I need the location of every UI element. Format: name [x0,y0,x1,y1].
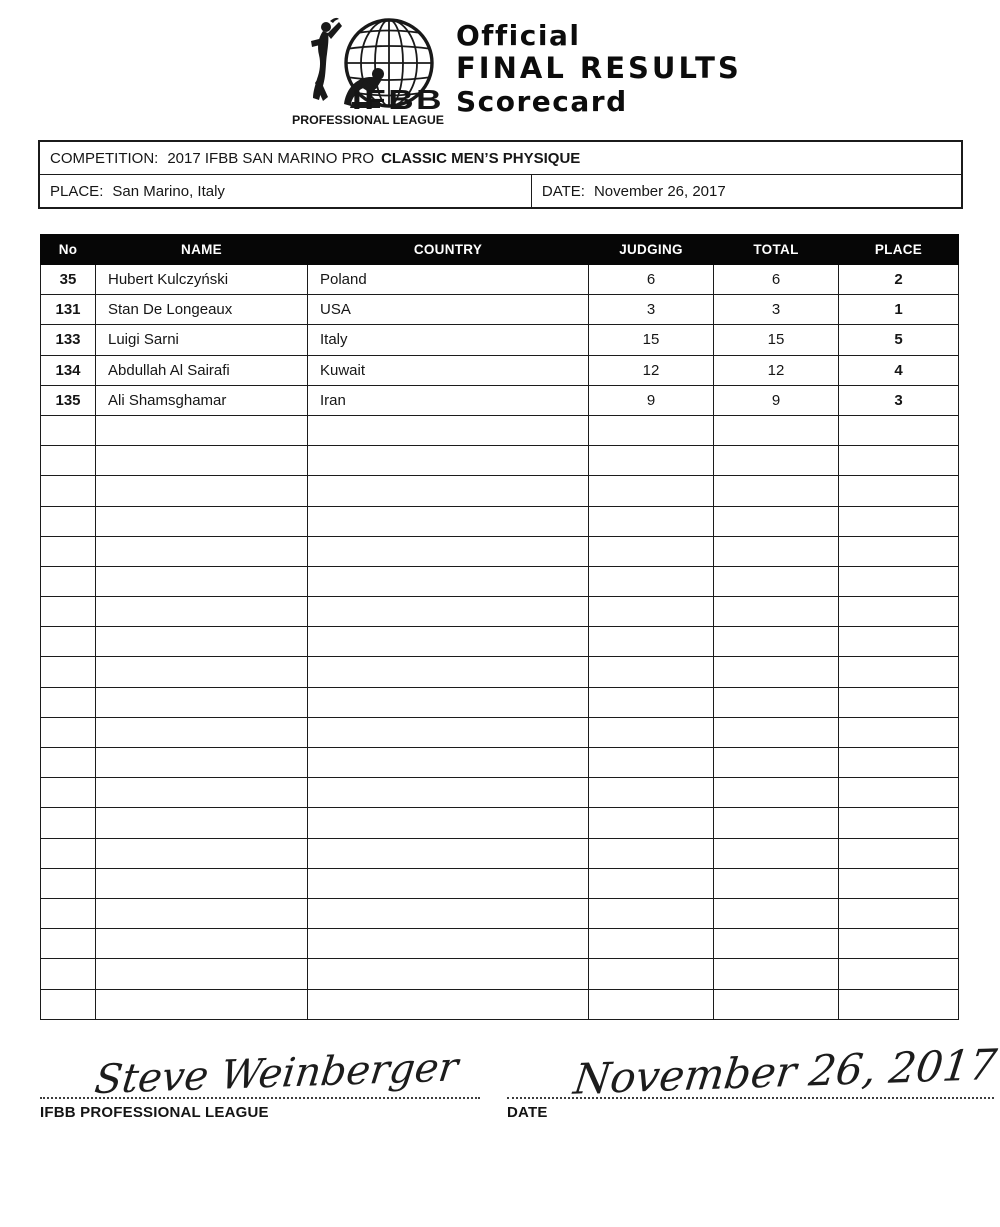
empty-cell [41,959,96,989]
empty-table-row [41,989,959,1019]
empty-cell [96,959,308,989]
col-header-judging: JUDGING [589,235,714,265]
empty-table-row [41,778,959,808]
title-line-final-results: FINAL RESULTS [456,51,742,85]
cell-place: 3 [839,385,959,415]
table-row [41,355,959,385]
empty-cell [96,868,308,898]
empty-cell [308,868,589,898]
empty-cell [308,838,589,868]
empty-cell [308,506,589,536]
date-label: DATE: [541,182,585,200]
empty-cell [96,717,308,747]
empty-cell [839,687,959,717]
empty-cell [308,898,589,928]
empty-cell [839,506,959,536]
empty-table-row [41,838,959,868]
empty-table-row [41,597,959,627]
empty-cell [589,898,714,928]
ifbb-logo-graphic [290,14,446,126]
empty-table-row [41,476,959,506]
table-header-row [41,235,959,265]
empty-cell [589,748,714,778]
empty-cell [96,627,308,657]
col-header-name: NAME [96,235,308,265]
empty-cell [41,778,96,808]
col-header-place: PLACE [839,235,959,265]
empty-cell [589,506,714,536]
empty-cell [308,748,589,778]
signature-handwriting: Steve Weinberger [92,1043,461,1103]
empty-cell [714,868,839,898]
empty-table-row [41,898,959,928]
empty-cell [41,748,96,778]
empty-cell [308,687,589,717]
empty-cell [96,657,308,687]
signature-area [40,1039,1000,1121]
empty-table-row [41,929,959,959]
empty-cell [589,838,714,868]
empty-cell [839,627,959,657]
table-row [41,325,959,355]
cell-judging: 12 [589,355,714,385]
empty-cell [41,446,96,476]
empty-cell [839,566,959,596]
empty-cell [839,898,959,928]
table-row [41,295,959,325]
empty-cell [839,838,959,868]
empty-cell [41,566,96,596]
empty-cell [714,506,839,536]
empty-cell [96,748,308,778]
empty-cell [96,536,308,566]
empty-cell [839,446,959,476]
empty-table-row [41,717,959,747]
empty-cell [41,808,96,838]
empty-cell [589,778,714,808]
empty-cell [714,657,839,687]
cell-name: Hubert Kulczyński [96,265,308,295]
empty-cell [308,476,589,506]
empty-cell [839,929,959,959]
place-date-row [40,175,961,207]
empty-cell [41,868,96,898]
empty-cell [308,929,589,959]
date-value: November 26, 2017 [593,182,726,200]
cell-place: 2 [839,265,959,295]
empty-cell [308,627,589,657]
col-header-total: TOTAL [714,235,839,265]
empty-cell [308,597,589,627]
cell-place: 1 [839,295,959,325]
cell-judging: 3 [589,295,714,325]
empty-cell [589,687,714,717]
empty-cell [589,868,714,898]
title-line-official: Official [456,19,581,52]
logo-league-text: PROFESSIONAL LEAGUE [292,115,445,126]
cell-no: 131 [41,295,96,325]
cell-no: 134 [41,355,96,385]
empty-table-row [41,748,959,778]
cell-country: USA [308,295,589,325]
empty-cell [41,989,96,1019]
empty-table-row [41,627,959,657]
empty-cell [714,808,839,838]
cell-total: 9 [714,385,839,415]
cell-country: Kuwait [308,355,589,385]
cell-no: 35 [41,265,96,295]
empty-cell [96,929,308,959]
empty-table-row [41,657,959,687]
empty-table-row [41,446,959,476]
empty-cell [839,748,959,778]
signature-org-label: IFBB PROFESSIONAL LEAGUE [40,1103,269,1121]
cell-judging: 6 [589,265,714,295]
empty-cell [96,597,308,627]
cell-country: Italy [308,325,589,355]
empty-cell [714,778,839,808]
empty-table-row [41,566,959,596]
empty-cell [839,476,959,506]
masthead [0,0,1000,128]
empty-cell [839,989,959,1019]
competition-label: COMPETITION: [50,149,159,167]
empty-cell [41,506,96,536]
cell-name: Ali Shamsghamar [96,385,308,415]
empty-cell [839,808,959,838]
empty-cell [589,536,714,566]
empty-cell [714,597,839,627]
empty-cell [589,476,714,506]
empty-cell [839,597,959,627]
col-header-no: No [41,235,96,265]
empty-cell [41,898,96,928]
empty-table-row [41,506,959,536]
cell-country: Poland [308,265,589,295]
cell-place: 4 [839,355,959,385]
empty-cell [41,657,96,687]
empty-cell [714,536,839,566]
cell-country: Iran [308,385,589,415]
empty-cell [714,748,839,778]
empty-cell [839,868,959,898]
empty-cell [308,566,589,596]
empty-cell [714,687,839,717]
empty-table-row [41,808,959,838]
date-signature-block [507,1039,1000,1121]
cell-judging: 9 [589,385,714,415]
cell-name: Stan De Longeaux [96,295,308,325]
empty-cell [96,415,308,445]
empty-cell [308,717,589,747]
table-row [41,385,959,415]
empty-cell [589,989,714,1019]
empty-cell [589,959,714,989]
ifbb-logo [290,14,446,126]
col-header-country: COUNTRY [308,235,589,265]
empty-cell [589,415,714,445]
cell-total: 6 [714,265,839,295]
empty-table-row [41,868,959,898]
competition-row [40,142,961,175]
competition-name: 2017 IFBB SAN MARINO PRO [167,149,375,167]
empty-cell [839,717,959,747]
empty-cell [589,627,714,657]
empty-cell [96,838,308,868]
empty-cell [41,536,96,566]
empty-cell [96,808,308,838]
empty-cell [714,566,839,596]
place-value: San Marino, Italy [112,182,225,200]
logo-ifbb-text: IFBB [352,84,444,115]
empty-cell [41,717,96,747]
empty-cell [589,929,714,959]
report-title [456,14,742,118]
cell-no: 135 [41,385,96,415]
empty-cell [589,566,714,596]
title-line-scorecard: Scorecard [456,85,628,118]
cell-no: 133 [41,325,96,355]
empty-cell [308,536,589,566]
empty-cell [714,989,839,1019]
empty-cell [41,687,96,717]
empty-table-row [41,959,959,989]
empty-cell [589,657,714,687]
table-row [41,265,959,295]
cell-total: 15 [714,325,839,355]
empty-cell [589,808,714,838]
date-line-label: DATE [507,1103,548,1121]
cell-judging: 15 [589,325,714,355]
empty-cell [714,898,839,928]
empty-cell [41,597,96,627]
empty-cell [41,415,96,445]
results-table [40,234,959,1020]
empty-cell [308,808,589,838]
competition-info-box [38,140,963,209]
empty-cell [714,627,839,657]
empty-cell [714,415,839,445]
cell-place: 5 [839,325,959,355]
empty-cell [96,687,308,717]
empty-cell [714,446,839,476]
empty-cell [96,506,308,536]
empty-cell [714,929,839,959]
empty-cell [839,536,959,566]
empty-cell [96,566,308,596]
empty-cell [839,778,959,808]
empty-table-row [41,415,959,445]
signature-gap [480,1054,507,1121]
empty-cell [589,717,714,747]
empty-cell [96,446,308,476]
empty-cell [714,476,839,506]
empty-cell [589,446,714,476]
empty-cell [96,476,308,506]
empty-cell [714,838,839,868]
empty-cell [308,657,589,687]
empty-cell [714,959,839,989]
empty-cell [96,989,308,1019]
empty-cell [41,838,96,868]
empty-cell [714,717,839,747]
place-cell [40,175,531,207]
empty-cell [41,627,96,657]
empty-cell [96,778,308,808]
place-label: PLACE: [50,182,104,200]
date-cell [531,175,961,207]
empty-cell [41,476,96,506]
empty-cell [839,959,959,989]
cell-name: Abdullah Al Sairafi [96,355,308,385]
cell-total: 12 [714,355,839,385]
competition-division: CLASSIC MEN’S PHYSIQUE [381,149,581,167]
empty-cell [308,989,589,1019]
empty-cell [589,597,714,627]
empty-table-row [41,536,959,566]
empty-cell [41,929,96,959]
date-handwriting: November 26, 2017 [570,1039,1000,1104]
empty-cell [839,657,959,687]
empty-cell [308,959,589,989]
empty-cell [308,446,589,476]
official-signature-block [40,1043,480,1121]
empty-cell [308,778,589,808]
empty-cell [308,415,589,445]
empty-cell [96,898,308,928]
cell-total: 3 [714,295,839,325]
cell-name: Luigi Sarni [96,325,308,355]
empty-table-row [41,687,959,717]
empty-cell [839,415,959,445]
